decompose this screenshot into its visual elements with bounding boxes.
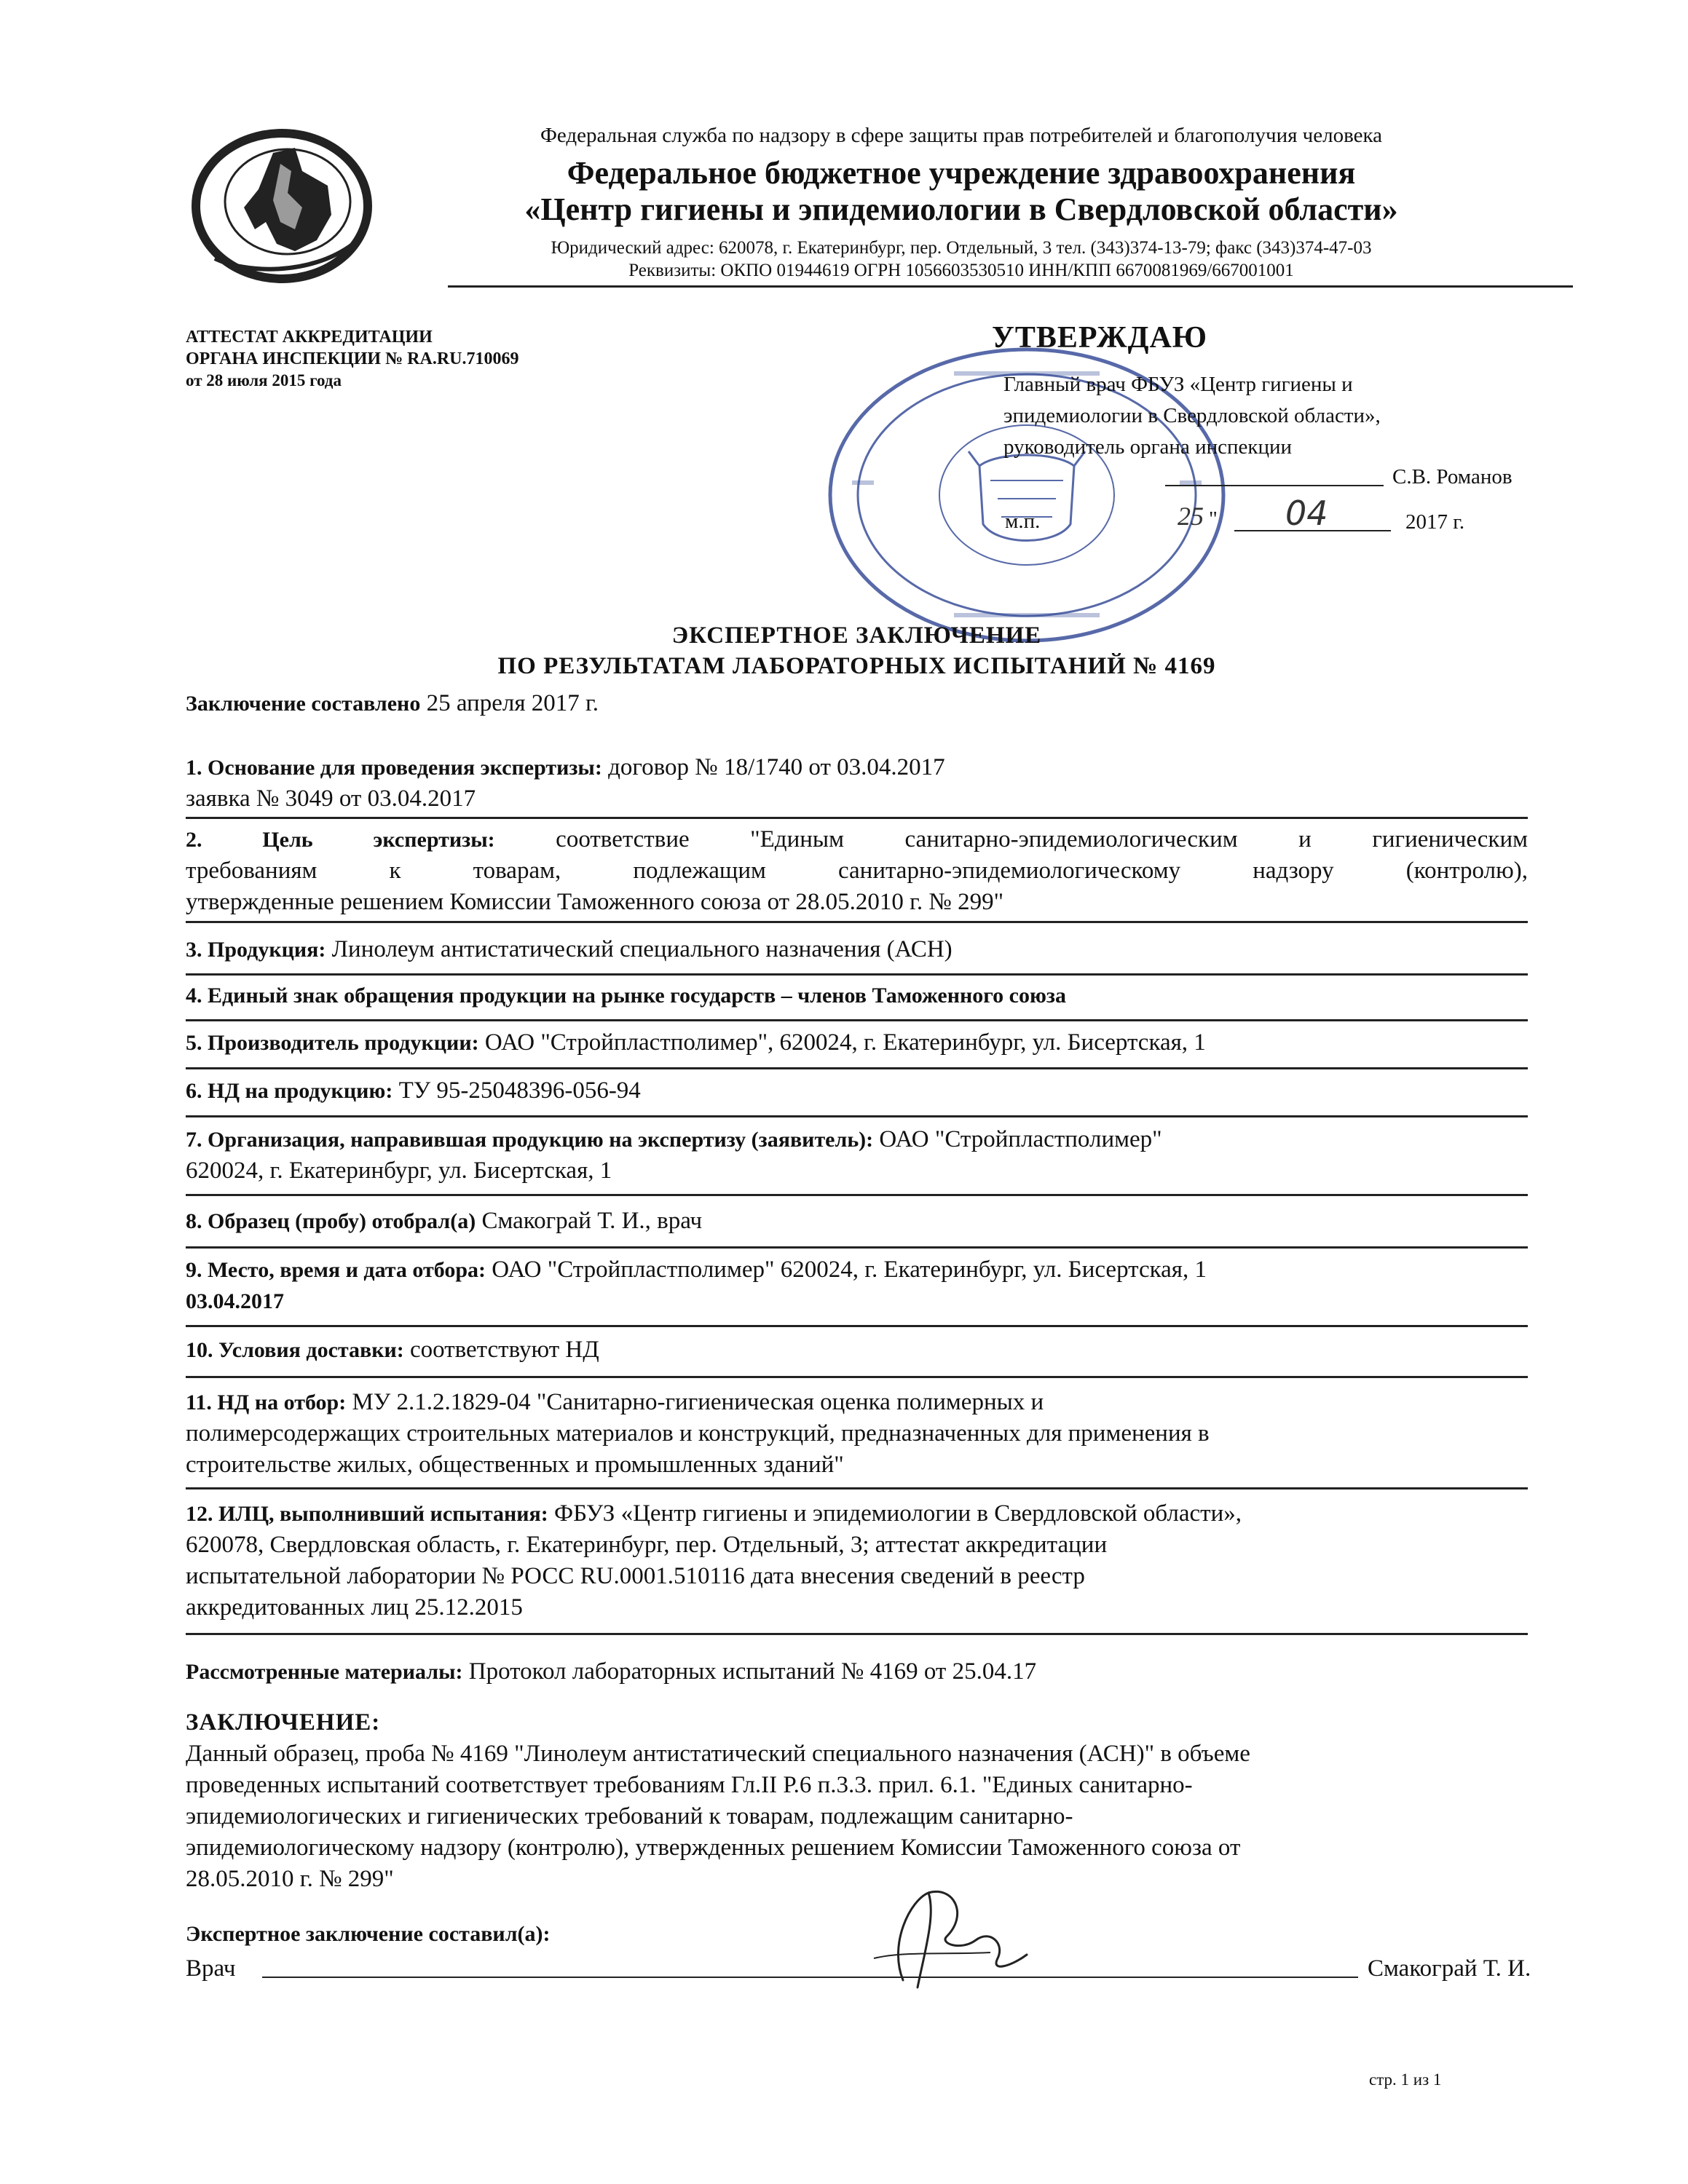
divider <box>186 921 1528 923</box>
legal-address: Юридический адрес: 620078, г. Екатеринбург, пер. Отдельный, 3 тел. (343)374-13-79; факс (343)374-47-03 <box>551 238 1372 258</box>
composed-label: Заключение составлено <box>186 692 421 716</box>
date-close-quote: " <box>1209 507 1218 531</box>
approver-signature-line <box>1165 463 1384 486</box>
section-12-line-3: испытательной лаборатории № РОСС RU.0001.510116 дата внесения сведений в реестр <box>186 1563 1085 1589</box>
divider <box>186 1115 1528 1117</box>
agency-name: Федеральная служба по надзору в сфере защиты прав потребителей и благополучия человека <box>540 124 1383 147</box>
materials-text: Протокол лабораторных испытаний № 4169 от 25.04.17 <box>468 1658 1037 1685</box>
stamp-place-mark: м.п. <box>1005 510 1041 533</box>
section-7 <box>186 1124 1528 1187</box>
approval-date-day: 25 <box>1178 502 1204 531</box>
approver-name: С.В. Романов <box>1392 465 1513 488</box>
divider <box>186 1633 1528 1635</box>
accreditation-line-3: от 28 июля 2015 года <box>186 371 342 389</box>
accreditation-line-1: АТТЕСТАТ АККРЕДИТАЦИИ <box>186 328 433 347</box>
conclusion-line-4: эпидемиологическому надзору (контролю), утвержденных решением Комиссии Таможенного союза от <box>186 1835 1241 1861</box>
section-12-line-2: 620078, Свердловская область, г. Екатеринбург, пер. Отдельный, 3; аттестат аккредитации <box>186 1532 1108 1558</box>
section-12-text: ФБУЗ «Центр гигиены и эпидемиологии в Свердловской области», <box>554 1500 1242 1527</box>
section-6-label: 6. НД на продукцию: <box>186 1079 393 1103</box>
section-6-text: ТУ 95-25048396-056-94 <box>398 1077 641 1104</box>
section-9-text: ОАО "Стройпластполимер" 620024, г. Екатеринбург, ул. Бисертская, 1 <box>492 1257 1207 1283</box>
conclusion-heading: ЗАКЛЮЧЕНИЕ: <box>186 1709 381 1736</box>
section-3 <box>186 934 1528 965</box>
divider <box>186 973 1528 976</box>
section-10-label: 10. Условия доставки: <box>186 1338 404 1362</box>
conclusion-line-5: 28.05.2010 г. № 299" <box>186 1866 394 1892</box>
approval-date-month: 04 <box>1285 494 1328 533</box>
materials-label: Рассмотренные материалы: <box>186 1660 463 1684</box>
approval-line-3: руководитель органа инспекции <box>1003 435 1293 459</box>
divider <box>186 1019 1528 1021</box>
section-3-text: Линолеум антистатический специального назначения (АСН) <box>331 936 953 962</box>
section-5 <box>186 1027 1528 1059</box>
requisites: Реквизиты: ОКПО 01944619 ОГРН 1056603530510 ИНН/КПП 6670081969/667001001 <box>628 261 1294 280</box>
section-2-label: 2. Цель экспертизы: <box>186 828 495 852</box>
reviewed-materials <box>186 1656 1528 1688</box>
section-2-line-2: требованиям к товарам, подлежащим санитарно-эпидемиологическому надзору (контролю), <box>186 858 1528 884</box>
page-number: стр. 1 из 1 <box>1369 2070 1442 2089</box>
composed-date <box>186 688 599 719</box>
author-role: Врач <box>186 1955 236 1982</box>
document-subtitle: ПО РЕЗУЛЬТАТАМ ЛАБОРАТОРНЫХ ИСПЫТАНИЙ № 4169 <box>497 653 1216 679</box>
divider <box>186 1487 1528 1489</box>
handwritten-signature <box>859 1871 1049 2002</box>
document-title: ЭКСПЕРТНОЕ ЗАКЛЮЧЕНИЕ <box>671 622 1042 649</box>
section-11-line-3: строительстве жилых, общественных и промышленных зданий" <box>186 1452 844 1478</box>
section-7-text: ОАО "Стройпластполимер" <box>879 1126 1162 1152</box>
institution-name: Федеральное бюджетное учреждение здравоохранения <box>567 155 1356 191</box>
conclusion-line-2: проведенных испытаний соответствует требованиям Гл.II Р.6 п.3.3. прил. 6.1. "Единых санитарно- <box>186 1772 1193 1798</box>
section-11-label: 11. НД на отбор: <box>186 1390 347 1415</box>
section-12 <box>186 1498 1528 1623</box>
section-2-line-3: утвержденные решением Комиссии Таможенного союза от 28.05.2010 г. № 299" <box>186 889 1004 915</box>
approval-line-1: Главный врач ФБУЗ «Центр гигиены и <box>1003 373 1353 396</box>
section-2 <box>186 824 1528 918</box>
approval-line-2: эпидемиологии в Свердловской области», <box>1003 404 1381 427</box>
divider <box>186 1194 1528 1196</box>
section-2-text: соответствие "Единым санитарно-эпидемиологическим и гигиеническим <box>556 826 1528 852</box>
header-divider <box>448 285 1573 288</box>
section-10 <box>186 1334 1528 1366</box>
section-8-label: 8. Образец (пробу) отобрал(а) <box>186 1209 476 1233</box>
section-9-label: 9. Место, время и дата отбора: <box>186 1258 486 1282</box>
organization-logo <box>186 120 375 288</box>
divider <box>186 817 1528 819</box>
section-7-label: 7. Организация, направившая продукцию на экспертизу (заявитель): <box>186 1128 874 1152</box>
author-label: Экспертное заключение составил(а): <box>186 1922 551 1946</box>
author-name: Смакограй Т. И. <box>1368 1955 1531 1982</box>
section-3-label: 3. Продукция: <box>186 938 326 962</box>
divider <box>186 1067 1528 1069</box>
section-11-text: МУ 2.1.2.1829-04 "Санитарно-гигиеническая оценка полимерных и <box>352 1389 1044 1415</box>
approval-heading: УТВЕРЖДАЮ <box>992 321 1208 355</box>
approval-date-year: 2017 г. <box>1405 510 1465 534</box>
divider <box>186 1325 1528 1327</box>
approval-block <box>1003 369 1557 463</box>
section-12-line-4: аккредитованных лиц 25.12.2015 <box>186 1594 523 1621</box>
section-11 <box>186 1387 1528 1481</box>
composed-value: 25 апреля 2017 г. <box>426 690 599 716</box>
conclusion-line-3: эпидемиологических и гигиенических требований к товарам, подлежащим санитарно- <box>186 1803 1073 1829</box>
divider <box>186 1246 1528 1249</box>
section-6 <box>186 1075 1528 1107</box>
section-1-label: 1. Основание для проведения экспертизы: <box>186 756 602 780</box>
section-8-text: Смакограй Т. И., врач <box>481 1208 703 1234</box>
section-5-label: 5. Производитель продукции: <box>186 1031 479 1055</box>
section-8 <box>186 1206 1528 1237</box>
section-1-text: договор № 18/1740 от 03.04.2017 <box>608 754 945 780</box>
section-9-line-2: 03.04.2017 <box>186 1289 284 1313</box>
section-4-label: 4. Единый знак обращения продукции на рынке государств – членов Таможенного союза <box>186 984 1066 1008</box>
section-5-text: ОАО "Стройпластполимер", 620024, г. Екатеринбург, ул. Бисертская, 1 <box>484 1029 1206 1056</box>
conclusion <box>186 1707 1528 1895</box>
section-7-line-2: 620024, г. Екатеринбург, ул. Бисертская, 1 <box>186 1158 612 1184</box>
section-1 <box>186 752 1528 815</box>
section-9 <box>186 1254 1528 1317</box>
divider <box>186 1376 1528 1378</box>
conclusion-line-1: Данный образец, проба № 4169 "Линолеум антистатический специального назначения (АСН)" в объеме <box>186 1741 1250 1767</box>
section-1-line-2: заявка № 3049 от 03.04.2017 <box>186 786 476 812</box>
accreditation-line-2: ОРГАНА ИНСПЕКЦИИ № RA.RU.710069 <box>186 349 519 368</box>
section-4 <box>186 980 1528 1011</box>
author-signature-line <box>262 1977 1358 1978</box>
institution-full-name: «Центр гигиены и эпидемиологии в Свердловской области» <box>524 191 1398 227</box>
section-11-line-2: полимерсодержащих строительных материалов и конструкций, предназначенных для применения в <box>186 1420 1210 1447</box>
accreditation-block <box>186 326 695 392</box>
section-10-text: соответствуют НД <box>410 1337 599 1363</box>
section-12-label: 12. ИЛЦ, выполнивший испытания: <box>186 1502 548 1526</box>
